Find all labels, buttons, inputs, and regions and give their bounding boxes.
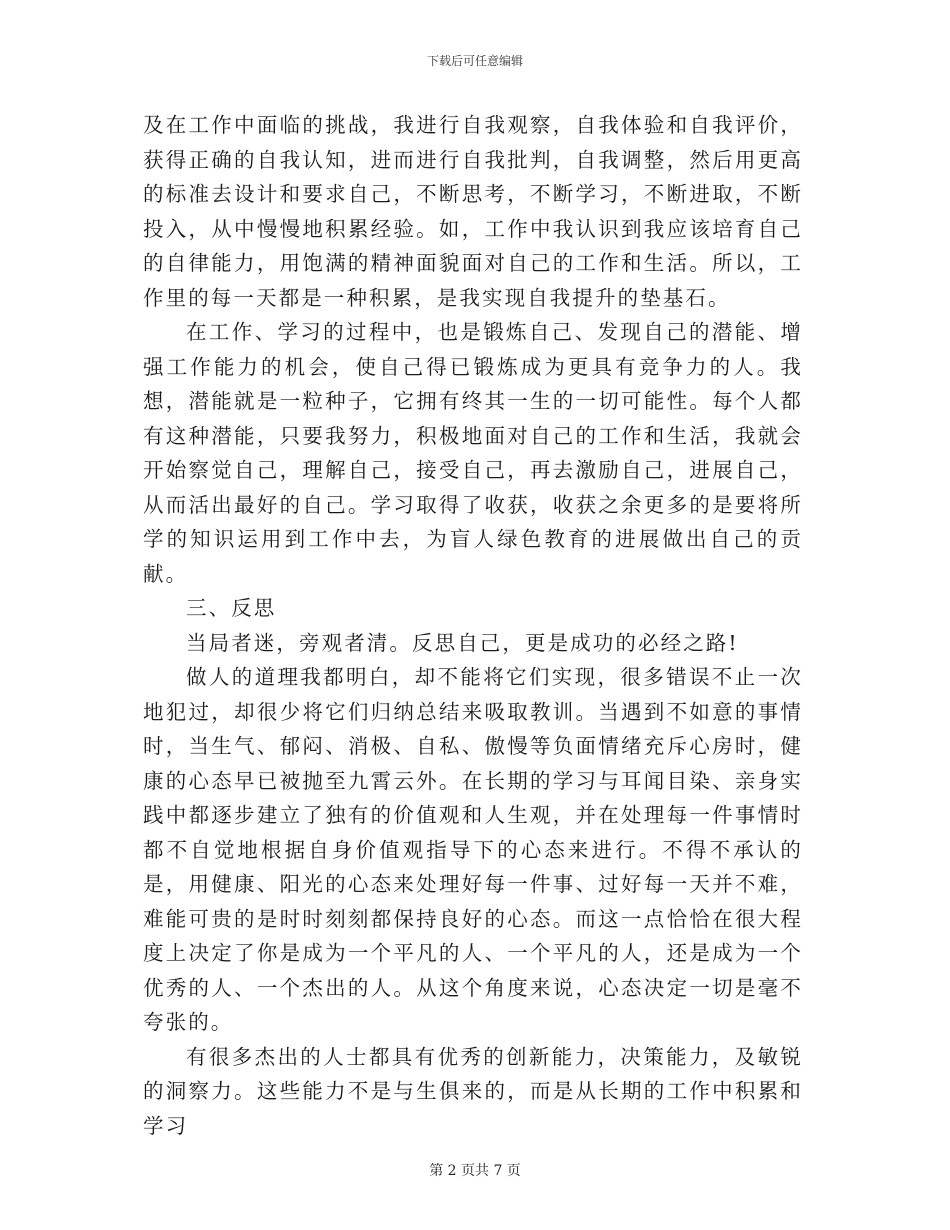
- page-header-note: 下载后可任意编辑: [426, 54, 523, 68]
- paragraph-5: 有很多杰出的人士都具有优秀的创新能力，决策能力，及敏锐的洞察力。这些能力不是与生俱来的，而是从长期的工作中积累和学习: [143, 1044, 803, 1138]
- paragraph-3: 当局者迷，旁观者清。反思自己，更是成功的必经之路!: [186, 630, 739, 655]
- page-number: 第 2 页共 7 页: [429, 1163, 521, 1179]
- paragraph-2: 在工作、学习的过程中，也是锻炼自己、发现自己的潜能、增强工作能力的机会，使自己得已锻炼成为更具有竞争力的人。我想，潜能就是一粒种子，它拥有终其一生的一切可能性。每个人都有这种潜能，只要我努力，积极地面对自己的工作和生活，我就会开始察觉自己，理解自己，接受自己，再去激励自己，进展自己，从而活出最好的自己。学习取得了收获，收获之余更多的是要将所学的知识运用到工作中去，为盲人绿色教育的进展做出自己的贡献。: [143, 320, 803, 586]
- paragraph-4: 做人的道理我都明白，却不能将它们实现，很多错误不止一次地犯过，却很少将它们归纳总结来吸取教训。当遇到不如意的事情时，当生气、郁闷、消极、自私、傲慢等负面情绪充斥心房时，健康的心态早已被抛至九霄云外。在长期的学习与耳闻目染、亲身实践中都逐步建立了独有的价值观和人生观，并在处理每一件事情时都不自觉地根据自身价值观指导下的心态来进行。不得不承认的是，用健康、阳光的心态来处理好每一件事、过好每一天并不难，难能可贵的是时时刻刻都保持良好的心态。而这一点恰恰在很大程度上决定了你是成为一个平凡的人、一个平凡的人，还是成为一个优秀的人、一个杰出的人。从这个角度来说，心态决定一切是毫不夸张的。: [143, 665, 803, 1034]
- document-body: [143, 108, 803, 1143]
- paragraph-1: 及在工作中面临的挑战，我进行自我观察，自我体验和自我评价，获得正确的自我认知，进而进行自我批判，自我调整，然后用更高的标准去设计和要求自己，不断思考，不断学习，不断进取，不断投入，从中慢慢地积累经验。如，工作中我认识到我应该培育自己的自律能力，用饱满的精神面貌面对自己的工作和生活。所以，工作里的每一天都是一种积累，是我实现自我提升的垫基石。: [143, 113, 803, 310]
- section-heading-reflection: 三、反思: [186, 596, 277, 620]
